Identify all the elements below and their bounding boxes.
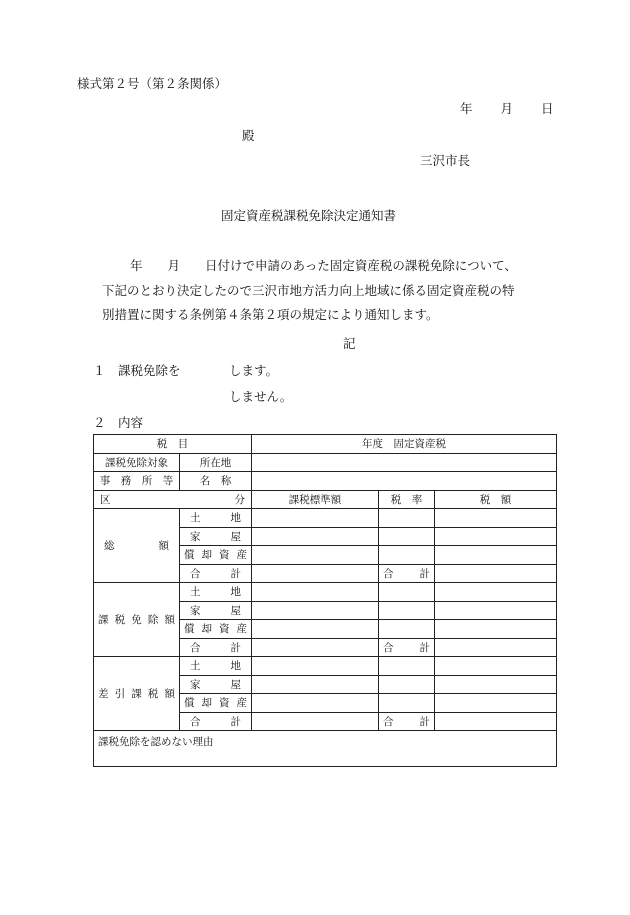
cell xyxy=(379,694,435,713)
table-row xyxy=(94,453,557,472)
cell xyxy=(379,675,435,694)
row-house: 家屋 xyxy=(180,527,252,546)
target-label-1: 課税免除対象 xyxy=(94,453,180,472)
rate-total: 合計 xyxy=(379,564,435,583)
item2-number: ２ xyxy=(93,415,106,430)
cell xyxy=(379,583,435,602)
cell xyxy=(435,712,557,731)
row-total: 合計 xyxy=(180,712,252,731)
row-depreciable: 償却資産 xyxy=(180,694,252,713)
cell xyxy=(435,527,557,546)
form-number: 様式第２号（第２条関係） xyxy=(77,76,228,91)
name-value xyxy=(252,472,557,491)
body-line-2: 下記のとおり決定したので三沢市地方活力向上地域に係る固定資産税の特 xyxy=(102,282,515,298)
rate-total: 合計 xyxy=(379,712,435,731)
cell xyxy=(379,601,435,620)
cell xyxy=(435,694,557,713)
row-land: 土地 xyxy=(180,583,252,602)
row-land: 土地 xyxy=(180,657,252,676)
table-row xyxy=(94,435,557,454)
group-exemption-label: 課税免除額 xyxy=(94,583,180,657)
cell xyxy=(379,657,435,676)
name-label: 名 称 xyxy=(180,472,252,491)
cell xyxy=(252,527,379,546)
cell xyxy=(435,601,557,620)
issuer-name: 三沢市長 xyxy=(420,153,471,168)
tax-item-value: 年度 固定資産税 xyxy=(252,435,557,454)
cell xyxy=(435,509,557,528)
cell xyxy=(435,638,557,657)
cell xyxy=(379,527,435,546)
cell xyxy=(252,546,379,565)
col-standard: 課税標準額 xyxy=(252,490,379,509)
cell xyxy=(379,509,435,528)
body-paragraph xyxy=(102,254,562,328)
cell xyxy=(379,620,435,639)
addressee-honorific: 殿 xyxy=(242,128,255,143)
row-depreciable: 償却資産 xyxy=(180,620,252,639)
item1-label: 課税免除を xyxy=(118,363,181,378)
target-label-2: 事 務 所 等 xyxy=(94,472,180,491)
cell xyxy=(252,638,379,657)
ki-heading: 記 xyxy=(343,336,356,351)
table-header-row xyxy=(94,490,557,509)
item1-number: １ xyxy=(93,363,106,378)
table-row xyxy=(94,509,557,528)
item1-option-donot: しません。 xyxy=(229,389,293,404)
table-row xyxy=(94,583,557,602)
col-rate: 税 率 xyxy=(379,490,435,509)
row-house: 家屋 xyxy=(180,675,252,694)
cell xyxy=(252,564,379,583)
cell xyxy=(252,675,379,694)
cell xyxy=(252,509,379,528)
body-line-3: 別措置に関する条例第４条第２項の規定により通知します。 xyxy=(102,307,439,322)
item1-option-do: します。 xyxy=(229,363,279,378)
cell xyxy=(252,583,379,602)
body-line-1: 年 月 日付けで申請のあった固定資産税の課税免除について、 xyxy=(130,258,517,273)
content-table xyxy=(93,434,557,767)
tax-item-label: 税 目 xyxy=(94,435,252,454)
cell xyxy=(435,657,557,676)
cell xyxy=(252,694,379,713)
reason-label: 課税免除を認めない理由 xyxy=(94,731,557,767)
date-line: 年 月 日 xyxy=(460,101,555,116)
col-category: 区 分 xyxy=(94,490,252,509)
cell xyxy=(252,712,379,731)
document-title: 固定資産税課税免除決定通知書 xyxy=(221,208,397,223)
group-net-label: 差引課税額 xyxy=(94,657,180,731)
rate-total: 合計 xyxy=(379,638,435,657)
cell xyxy=(379,546,435,565)
row-depreciable: 償却資産 xyxy=(180,546,252,565)
cell xyxy=(435,546,557,565)
row-house: 家屋 xyxy=(180,601,252,620)
item2-label: 内容 xyxy=(118,415,144,430)
group-total-label: 総 額 xyxy=(94,509,180,583)
table-row xyxy=(94,472,557,491)
cell xyxy=(252,657,379,676)
row-land: 土地 xyxy=(180,509,252,528)
cell xyxy=(252,601,379,620)
table-row xyxy=(94,731,557,767)
cell xyxy=(435,583,557,602)
row-total: 合計 xyxy=(180,638,252,657)
cell xyxy=(435,675,557,694)
row-total: 合計 xyxy=(180,564,252,583)
location-label: 所在地 xyxy=(180,453,252,472)
cell xyxy=(435,620,557,639)
col-amount: 税 額 xyxy=(435,490,557,509)
location-value xyxy=(252,453,557,472)
table-row xyxy=(94,657,557,676)
cell xyxy=(435,564,557,583)
cell xyxy=(252,620,379,639)
